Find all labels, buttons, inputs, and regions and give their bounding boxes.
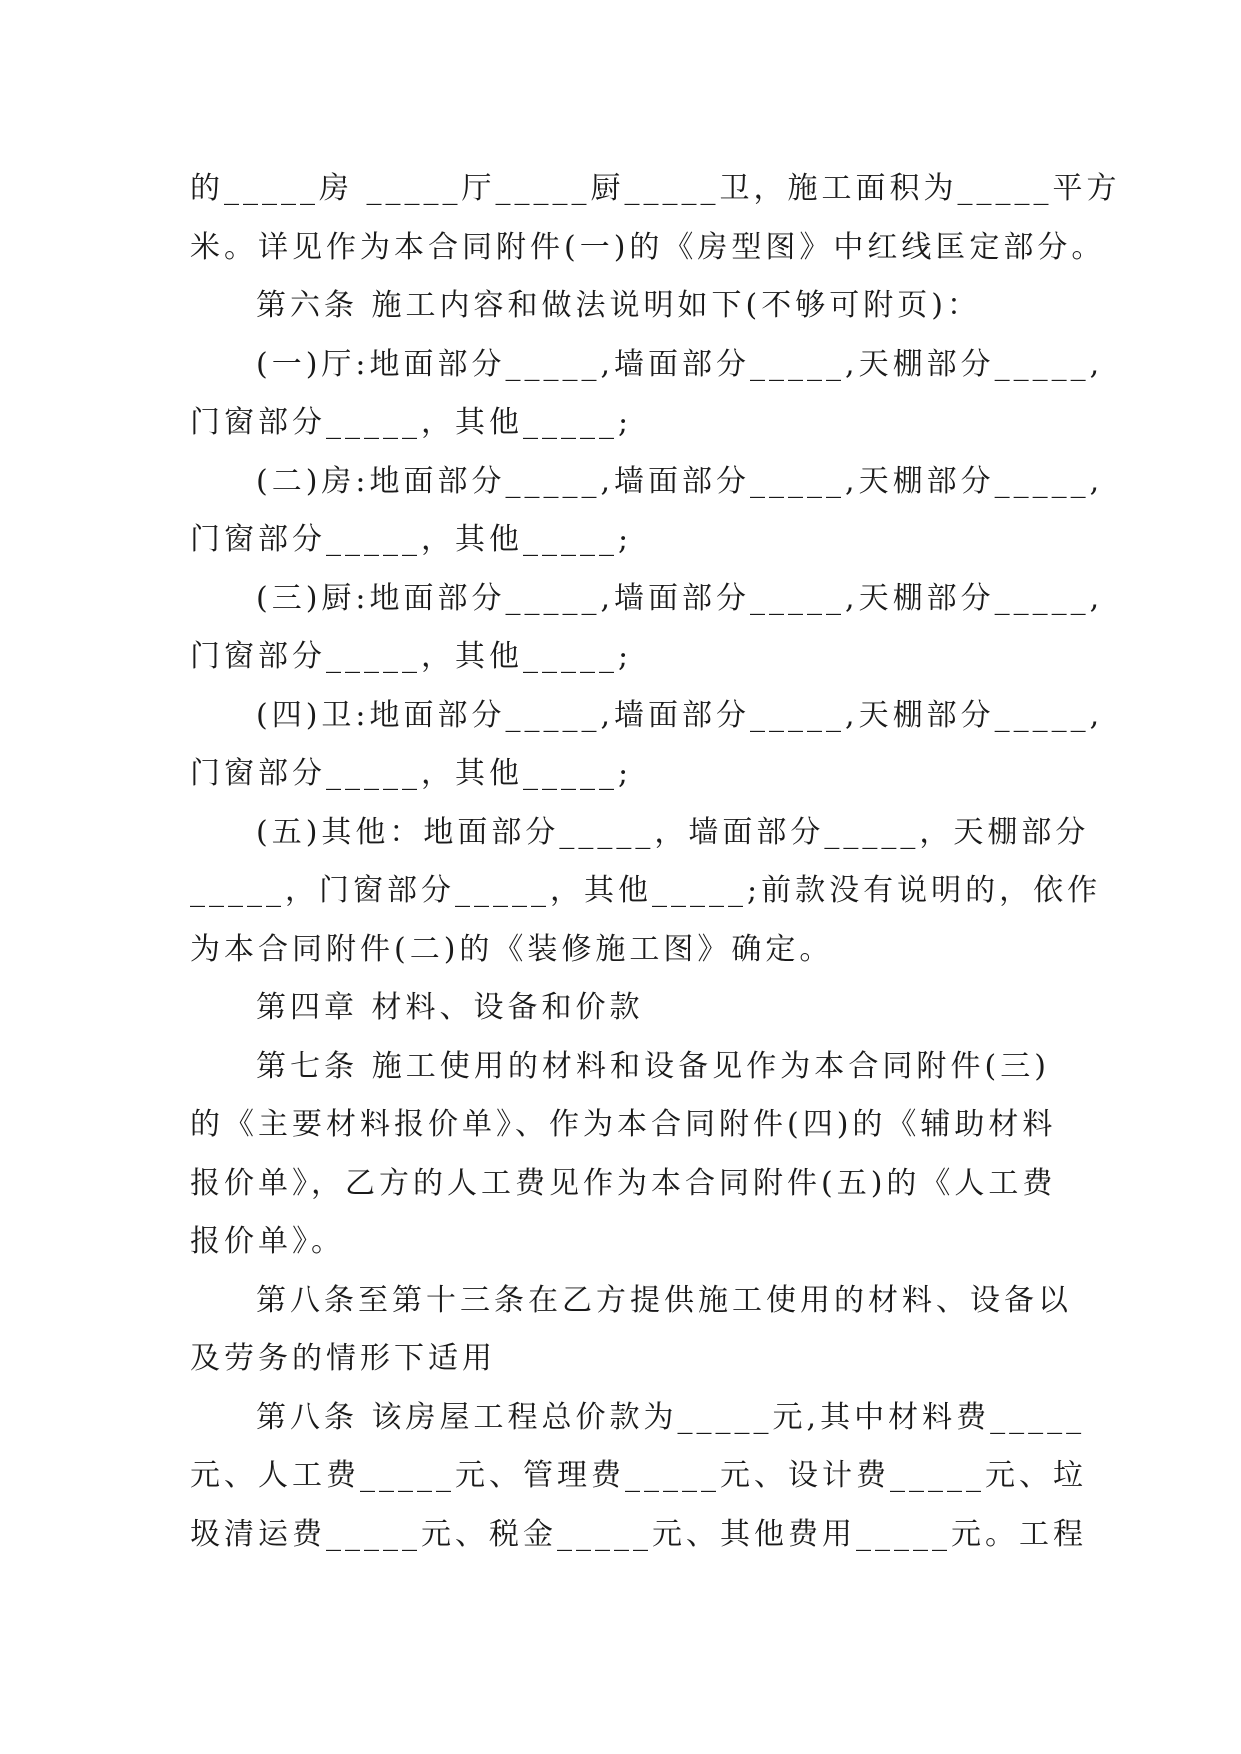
text-line: 门窗部分_____，其他_____;: [190, 756, 633, 791]
text-line: (三)厨:地面部分_____,墙面部分_____,天棚部分_____,: [256, 580, 1104, 616]
text-line: _____，门窗部分_____，其他_____;前款没有说明的，依作: [190, 873, 1102, 908]
text-line: (一)厅:地面部分_____,墙面部分_____,天棚部分_____,: [256, 346, 1104, 382]
text-line: 报价单》。: [190, 1224, 345, 1259]
text-line: 第六条 施工内容和做法说明如下(不够可附页)：: [256, 288, 981, 323]
text-line: 第八条 该房屋工程总价款为_____元,其中材料费_____: [256, 1399, 1086, 1435]
text-line: 的_____房 _____厅_____厨_____卫，施工面积为_____平方: [190, 171, 1121, 206]
text-line: 报价单》，乙方的人工费见作为本合同附件(五)的《人工费: [190, 1165, 1057, 1201]
text-line: 第七条 施工使用的材料和设备见作为本合同附件(三): [256, 1048, 1050, 1084]
text-line: 元、人工费_____元、管理费_____元、设计费_____元、垃: [190, 1458, 1087, 1493]
text-line: 及劳务的情形下适用: [190, 1341, 496, 1376]
text-line: 为本合同附件(二)的《装修施工图》确定。: [190, 931, 834, 967]
text-line: (五)其他：地面部分_____，墙面部分_____，天棚部分: [256, 814, 1090, 850]
text-line: 第四章 材料、设备和价款: [256, 990, 644, 1025]
text-line: 门窗部分_____，其他_____;: [190, 639, 633, 674]
contract-text: [190, 160, 1121, 1564]
text-line: 第八条至第十三条在乙方提供施工使用的材料、设备以: [256, 1282, 1072, 1318]
text-line: 门窗部分_____，其他_____;: [190, 405, 633, 440]
text-line: 米。详见作为本合同附件(一)的《房型图》中红线匡定部分。: [190, 229, 1106, 265]
text-line: 的《主要材料报价单》、作为本合同附件(四)的《辅助材料: [190, 1107, 1057, 1142]
text-line: (二)房:地面部分_____,墙面部分_____,天棚部分_____,: [256, 463, 1104, 499]
text-line: 圾清运费_____元、税金_____元、其他费用_____元。工程: [190, 1516, 1087, 1552]
text-line: (四)卫:地面部分_____,墙面部分_____,天棚部分_____,: [256, 697, 1104, 733]
text-line: 门窗部分_____，其他_____;: [190, 522, 633, 557]
